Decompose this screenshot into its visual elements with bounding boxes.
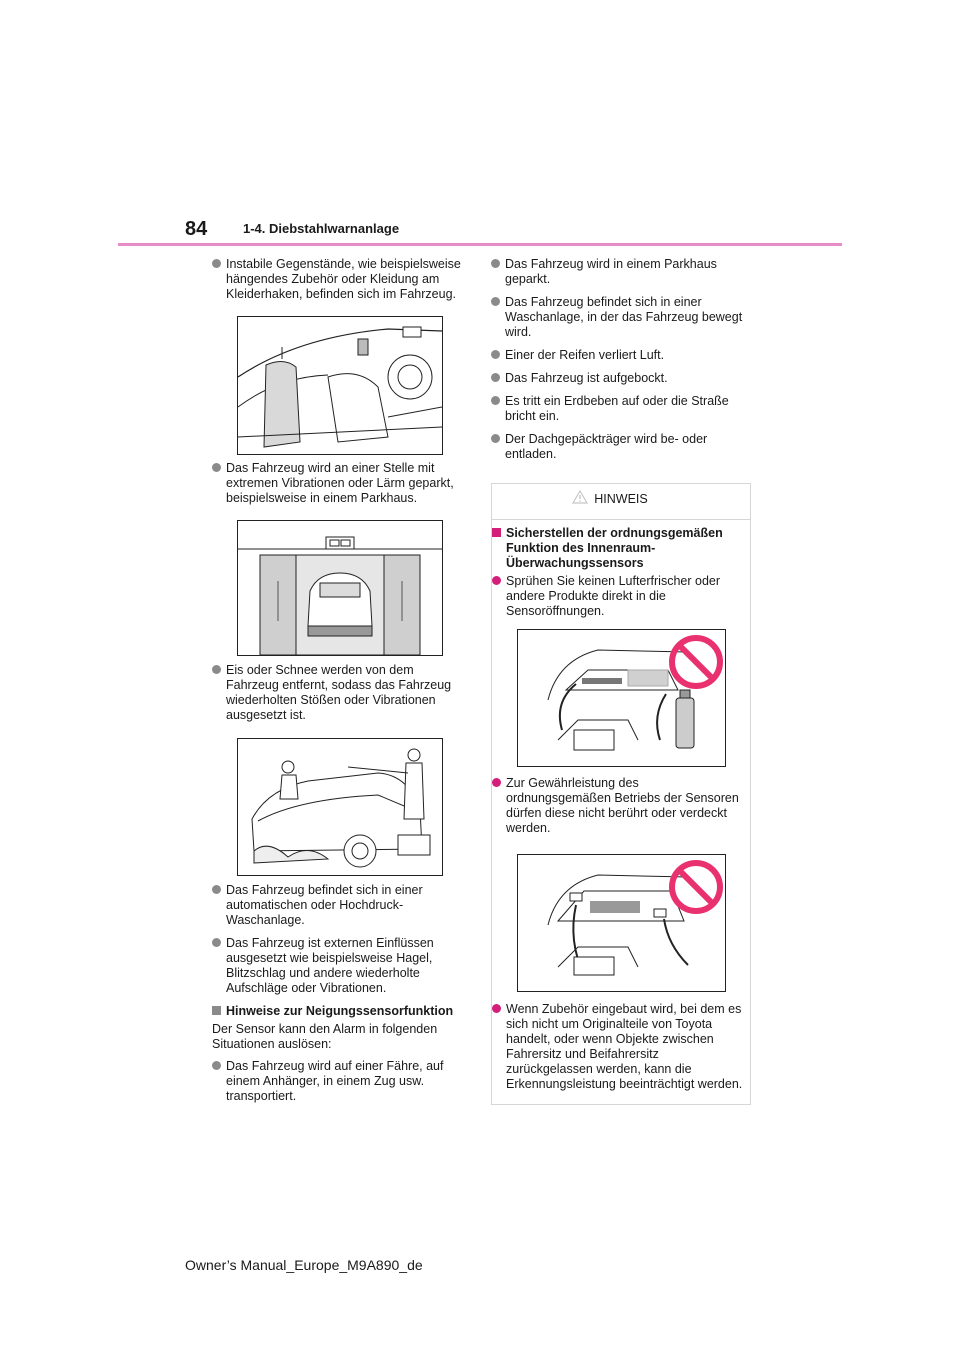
- section-title: 1-4. Diebstahlwarnanlage: [243, 221, 400, 236]
- bullet-dot-icon: [212, 938, 221, 947]
- bullet-dot-icon: [212, 463, 221, 472]
- list-item: [491, 371, 753, 386]
- right-list-block: [491, 257, 753, 470]
- list-item-text: Das Fahrzeug ist aufgebockt.: [505, 371, 668, 385]
- left-bullet-2-block: [212, 461, 467, 514]
- list-item: [491, 257, 753, 287]
- bullet-dot-icon: [491, 373, 500, 382]
- list-item: [491, 432, 753, 462]
- bullet-dot-icon: [491, 259, 500, 268]
- list-item: [212, 461, 467, 506]
- bullet-dot-icon: [212, 665, 221, 674]
- notice-bottom-block: [492, 1002, 744, 1100]
- bullet-dot-icon: [492, 576, 501, 585]
- bullet-dot-icon: [492, 778, 501, 787]
- list-item-text: Eis oder Schnee werden von dem Fahrzeug entfernt, sodass das Fahrzeug wiederholten Stößen oder Vibrationen ausgesetzt ist.: [226, 663, 452, 722]
- list-item-text: Das Fahrzeug wird auf einer Fähre, auf einem Anhänger, in einem Zug usw. transportiert.: [226, 1059, 444, 1103]
- list-item-text: Das Fahrzeug ist externen Einflüssen ausgesetzt wie beispielsweise Hagel, Blitzschlag und andere wiederholte Aufschläge oder Vibrationen.: [226, 936, 434, 995]
- list-item: [212, 936, 467, 996]
- subheading-text: Hinweise zur Neigungssensorfunktion: [226, 1004, 454, 1018]
- list-item-text: Das Fahrzeug wird in einem Parkhaus geparkt.: [505, 257, 717, 286]
- paragraph: Der Sensor kann den Alarm in folgenden Situationen auslösen:: [212, 1022, 438, 1051]
- list-item-text: Das Fahrzeug befindet sich in einer Waschanlage, in der das Fahrzeug bewegt wird.: [505, 295, 743, 339]
- list-item: [491, 295, 753, 340]
- list-item-text: Sprühen Sie keinen Lufterfrischer oder andere Produkte direkt in die Sensoröffnungen.: [506, 574, 721, 618]
- list-item: [212, 883, 467, 928]
- list-item-text: Instabile Gegenstände, wie beispielsweise hängendes Zubehör oder Kleidung am Kleiderhaken, befinden sich im Fahrzeug.: [226, 257, 461, 301]
- list-item: [212, 1059, 467, 1104]
- notice-title: HINWEIS: [594, 492, 648, 506]
- left-bullet-3-block: [212, 663, 467, 731]
- list-item: [492, 574, 744, 619]
- square-bullet-icon: [212, 1006, 221, 1015]
- list-item-text: Das Fahrzeug wird an einer Stelle mit extremen Vibrationen oder Lärm geparkt, beispielsweise in einem Parkhaus.: [226, 461, 454, 505]
- list-item-text: Das Fahrzeug befindet sich in einer automatischen oder Hochdruck-Waschanlage.: [226, 883, 423, 927]
- notice-heading-text: Sicherstellen der ordnungsgemäßen Funktion des Innenraum-Überwachungssensors: [506, 526, 723, 570]
- subheading: [212, 1004, 467, 1019]
- figure-car-wash-tunnel: [237, 520, 443, 656]
- list-item: [212, 663, 467, 723]
- figure-spray-on-sensor: [517, 629, 726, 767]
- figure-car-interior-hanging-items: [237, 316, 443, 455]
- list-item: [492, 776, 744, 836]
- list-item-text: Der Dachgepäckträger wird be- oder entladen.: [505, 432, 708, 461]
- bullet-dot-icon: [491, 434, 500, 443]
- notice-middle-block: [492, 776, 744, 844]
- page-number: 84: [185, 218, 208, 240]
- list-item: [492, 1002, 744, 1092]
- notice-top-block: [492, 520, 744, 627]
- bullet-dot-icon: [492, 1004, 501, 1013]
- notice-heading: [492, 526, 744, 571]
- bullet-dot-icon: [212, 885, 221, 894]
- bullet-dot-icon: [491, 350, 500, 359]
- bullet-dot-icon: [491, 297, 500, 306]
- list-item-text: Zur Gewährleistung des ordnungsgemäßen Betriebs der Sensoren dürfen diese nicht berührt oder verdeckt werden.: [506, 776, 739, 835]
- notice-box: [491, 483, 751, 1105]
- bullet-dot-icon: [491, 396, 500, 405]
- left-list-block: [212, 883, 467, 1112]
- list-item: [212, 257, 467, 302]
- list-item: [491, 348, 753, 363]
- list-item: [491, 394, 753, 424]
- list-item-text: Es tritt ein Erdbeben auf oder die Straße bricht ein.: [505, 394, 729, 423]
- list-item-text: Wenn Zubehör eingebaut wird, bei dem es sich nicht um Originalteile von Toyota handelt, oder wenn Objekte zwischen Fahrersitz und Beifahrersitz zurückgelassen werden, kann die Erkennungsleistung beeinträchtigt werden.: [506, 1002, 743, 1091]
- list-item-text: Einer der Reifen verliert Luft.: [505, 348, 665, 362]
- footer-text: Owner’s Manual_Europe_M9A890_de: [185, 1257, 423, 1273]
- figure-touch-sensor: [517, 854, 726, 992]
- square-bullet-icon: [492, 528, 501, 537]
- bullet-dot-icon: [212, 1061, 221, 1070]
- bullet-dot-icon: [212, 259, 221, 268]
- left-bullet-1-block: [212, 257, 467, 310]
- header-rule: [118, 243, 842, 246]
- figure-snow-removal: [237, 738, 443, 876]
